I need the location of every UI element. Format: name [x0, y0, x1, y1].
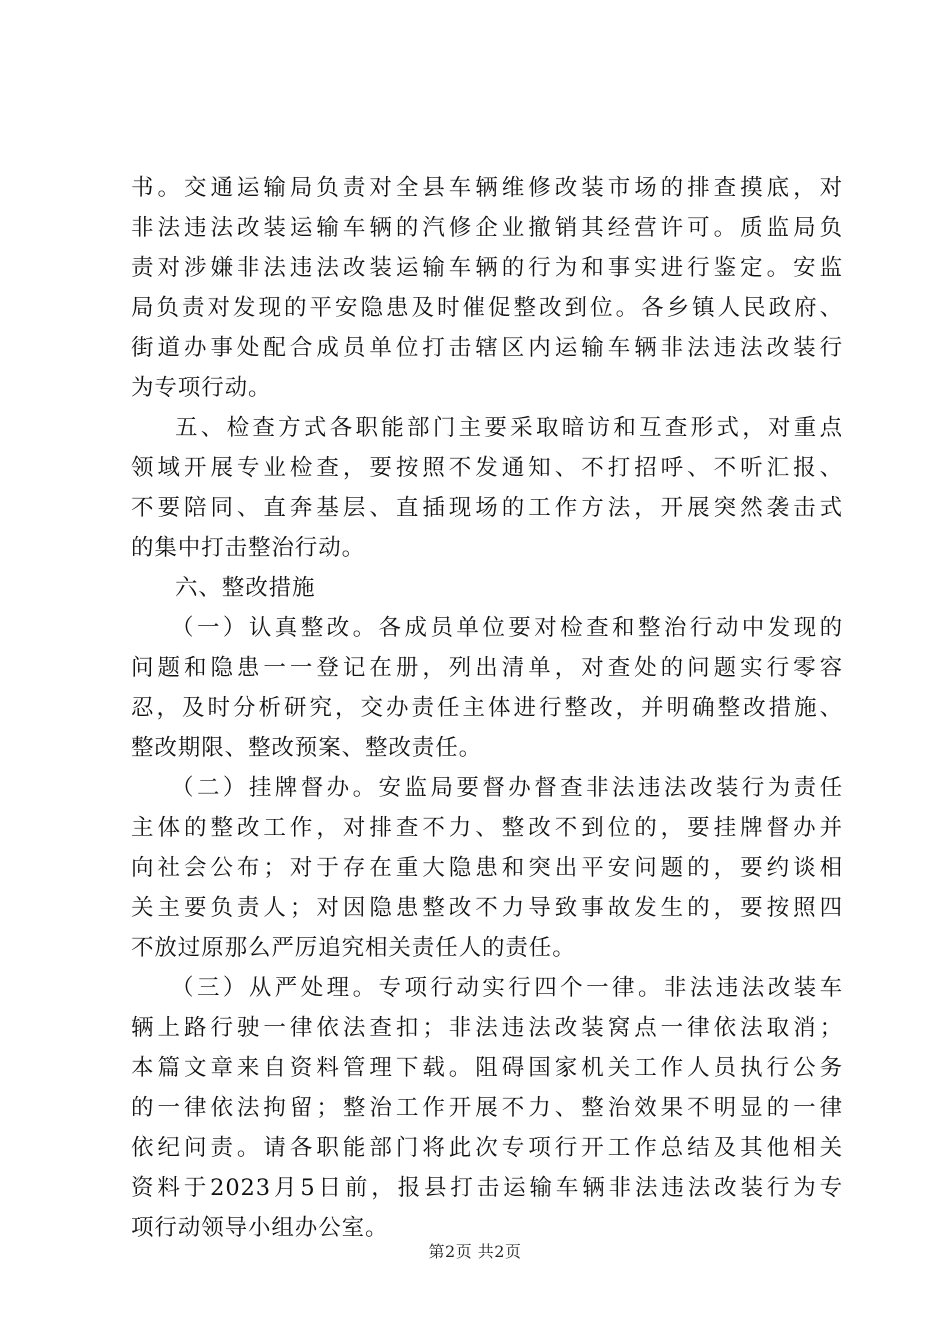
page-number-footer: 第2页 共2页 — [428, 1242, 522, 1261]
text-line: 项行动领导小组办公室。 — [131, 1215, 389, 1241]
section-heading-6: 六、整改措施 — [175, 575, 316, 601]
text-line: 依纪问责。请各职能部门将此次专项行开工作总结及其他相关 — [131, 1135, 843, 1161]
text-line: 关主要负责人；对因隐患整改不力导致事故发生的，要按照四 — [131, 895, 843, 921]
text-line: 的一律依法拘留；整治工作开展不力、整治效果不明显的一律 — [131, 1095, 843, 1121]
text-line: 非法违法改装运输车辆的汽修企业撤销其经营许可。质监局负 — [131, 215, 843, 241]
text-line: 街道办事处配合成员单位打击辖区内运输车辆非法违法改装行 — [131, 335, 843, 361]
text-line: 问题和隐患一一登记在册，列出清单，对查处的问题实行零容 — [131, 655, 843, 681]
text-line: 忍，及时分析研究，交办责任主体进行整改，并明确整改措施、 — [131, 695, 843, 721]
text-line: 向社会公布；对于存在重大隐患和突出平安问题的，要约谈相 — [131, 855, 843, 881]
text-line: 书。交通运输局负责对全县车辆维修改装市场的排查摸底，对 — [131, 175, 843, 201]
text-line: 不要陪同、直奔基层、直插现场的工作方法，开展突然袭击式 — [131, 495, 843, 521]
text-line: 不放过原那么严厉追究相关责任人的责任。 — [131, 935, 576, 961]
text-line: 本篇文章来自资料管理下载。阻碍国家机关工作人员执行公务 — [131, 1055, 843, 1081]
text-line: 主体的整改工作，对排查不力、整改不到位的，要挂牌督办并 — [131, 815, 843, 841]
subsection-heading-1: （一）认真整改。各成员单位要对检查和整治行动中发现的 — [171, 615, 843, 641]
text-line: 资料于2023月5日前，报县打击运输车辆非法违法改装行为专 — [131, 1175, 843, 1201]
subsection-heading-3: （三）从严处理。专项行动实行四个一律。非法违法改装车 — [171, 975, 843, 1001]
subsection-heading-2: （二）挂牌督办。安监局要督办督查非法违法改装行为责任 — [171, 775, 843, 801]
text-line: 辆上路行驶一律依法查扣；非法违法改装窝点一律依法取消； — [131, 1015, 843, 1041]
document-body — [131, 168, 843, 1248]
text-line: 整改期限、整改预案、整改责任。 — [131, 735, 483, 761]
text-line: 局负责对发现的平安隐患及时催促整改到位。各乡镇人民政府、 — [131, 295, 843, 321]
text-line: 领域开展专业检查，要按照不发通知、不打招呼、不听汇报、 — [131, 455, 843, 481]
text-line: 责对涉嫌非法违法改装运输车辆的行为和事实进行鉴定。安监 — [131, 255, 843, 281]
text-line: 为专项行动。 — [131, 375, 272, 401]
text-line: 的集中打击整治行动。 — [131, 535, 366, 561]
section-heading-5: 五、检查方式各职能部门主要采取暗访和互查形式，对重点 — [175, 415, 843, 441]
